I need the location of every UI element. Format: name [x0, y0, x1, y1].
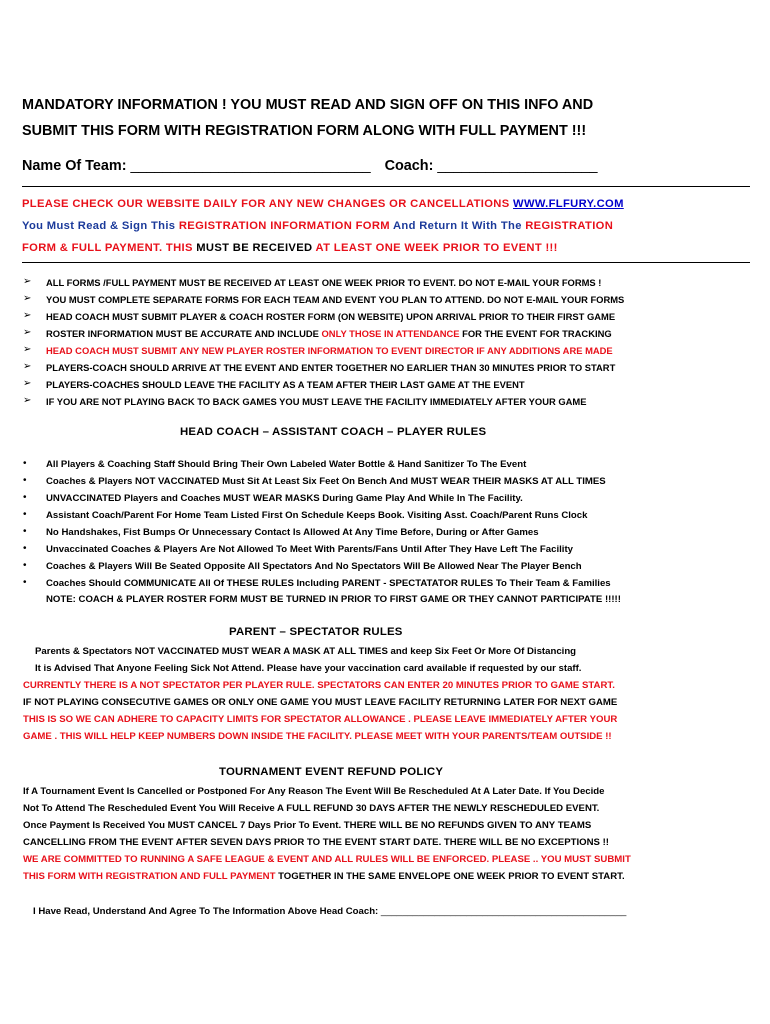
parent-rule-leave: IF NOT PLAYING CONSECUTIVE GAMES OR ONLY ONE GAME YOU MUST LEAVE FACILITY RETURNING LATER FOR NEXT GAME: [23, 697, 618, 708]
top-divider: [22, 186, 750, 187]
list-item: PLAYERS-COACH SHOULD ARRIVE AT THE EVENT AND ENTER TOGETHER NO EARLIER THAN 30 MINUTES PRIOR TO START: [46, 362, 616, 373]
coach-roster-note: NOTE: COACH & PLAYER ROSTER FORM MUST BE TURNED IN PRIOR TO FIRST GAME OR THEY CANNOT PARTICIPATE !!!!!: [46, 594, 621, 605]
refund-line: CANCELLING FROM THE EVENT AFTER SEVEN DAYS PRIOR TO THE EVENT START DATE. THERE WILL BE NO EXCEPTIONS !!: [23, 837, 609, 848]
roster-accuracy-text: ROSTER INFORMATION MUST BE ACCURATE AND INCLUDE: [46, 328, 319, 339]
bullet-icon: •: [23, 543, 27, 554]
list-item: HEAD COACH MUST SUBMIT PLAYER & COACH ROSTER FORM (ON WEBSITE) UPON ARRIVAL PRIOR TO THEIR FIRST GAME: [46, 311, 616, 322]
list-item: Coaches Should COMMUNICATE All Of THESE RULES Including PARENT - SPECTATATOR RULES To Their Team & Families: [46, 578, 611, 589]
arrow-bullet-icon: ➢: [23, 276, 32, 287]
list-item: IF YOU ARE NOT PLAYING BACK TO BACK GAMES YOU MUST LEAVE THE FACILITY IMMEDIATELY AFTER YOUR GAME: [46, 396, 587, 407]
notice-form-payment: FORM & FULL PAYMENT. THIS: [22, 242, 193, 254]
notice-check-website: PLEASE CHECK OUR WEBSITE DAILY FOR ANY NEW CHANGES OR CANCELLATIONS: [22, 198, 510, 210]
bullet-icon: •: [23, 526, 27, 537]
team-name-label: Name Of Team:: [22, 158, 127, 174]
bullet-icon: •: [23, 458, 27, 469]
notice-line-2: [22, 220, 613, 232]
list-item: UNVACCINATED Players and Coaches MUST WEAR MASKS During Game Play And While In The Facility.: [46, 493, 523, 504]
team-name-field[interactable]: [22, 158, 597, 174]
list-item: Coaches & Players NOT VACCINATED Must Sit At Least Six Feet On Bench And MUST WEAR THEIR MASKS AT ALL TIMES: [46, 476, 606, 487]
coach-rules-heading: HEAD COACH – ASSISTANT COACH – PLAYER RULES: [180, 426, 487, 438]
parent-rule-numbers: GAME . THIS WILL HELP KEEP NUMBERS DOWN INSIDE THE FACILITY. PLEASE MEET WITH YOUR PARENTS/TEAM OUTSIDE !!: [23, 731, 612, 742]
parent-rules-heading: PARENT – SPECTATOR RULES: [229, 626, 403, 638]
notice-must-be-received: MUST BE RECEIVED: [196, 242, 313, 254]
refund-line: [23, 871, 625, 882]
bullet-icon: •: [23, 475, 27, 486]
bullet-icon: •: [23, 560, 27, 571]
coach-label: Coach:: [384, 158, 434, 174]
website-link[interactable]: WWW.FLFURY.COM: [513, 198, 624, 210]
bullet-icon: •: [23, 509, 27, 520]
refund-policy-heading: TOURNAMENT EVENT REFUND POLICY: [219, 766, 444, 778]
parent-rule-mask: Parents & Spectators NOT VACCINATED MUST WEAR A MASK AT ALL TIMES and keep Six Feet Or More Of Distancing: [35, 646, 577, 657]
arrow-bullet-icon: ➢: [23, 378, 32, 389]
parent-rule-sick: It is Advised That Anyone Feeling Sick Not Attend. Please have your vaccination card available if requested by our staff.: [35, 663, 582, 674]
signoff-field[interactable]: [33, 906, 626, 917]
list-item: PLAYERS-COACHES SHOULD LEAVE THE FACILITY AS A TEAM AFTER THEIR LAST GAME AT THE EVENT: [46, 379, 525, 390]
list-item: YOU MUST COMPLETE SEPARATE FORMS FOR EACH TEAM AND EVENT YOU PLAN TO ATTEND. DO NOT E-MAIL YOUR FORMS: [46, 294, 625, 305]
notice-divider: [22, 262, 750, 263]
refund-line: Not To Attend The Rescheduled Event You Will Receive A FULL REFUND 30 DAYS AFTER THE NEWLY RESCHEDULED EVENT.: [23, 803, 600, 814]
arrow-bullet-icon: ➢: [23, 293, 32, 304]
bullet-icon: •: [23, 577, 27, 588]
roster-attendance-highlight: ONLY THOSE IN ATTENDANCE: [321, 328, 460, 339]
list-item: [46, 328, 612, 339]
notice-read-sign: You Must Read & Sign This: [22, 220, 176, 232]
arrow-bullet-icon: ➢: [23, 361, 32, 372]
parent-rule-spectator: CURRENTLY THERE IS A NOT SPECTATOR PER PLAYER RULE. SPECTATORS CAN ENTER 20 MINUTES PRIOR TO GAME START.: [23, 680, 615, 691]
signoff-label: I Have Read, Understand And Agree To The Information Above Head Coach:: [33, 906, 379, 917]
list-item: No Handshakes, Fist Bumps Or Unnecessary Contact Is Allowed At Any Time Before, During or After Games: [46, 527, 539, 538]
refund-line: If A Tournament Event Is Cancelled or Postponed For Any Reason The Event Will Be Rescheduled At A Later Date. If You Decide: [23, 786, 605, 797]
list-item: Coaches & Players Will Be Seated Opposite All Spectators And No Spectators Will Be Allowed Near The Player Bench: [46, 561, 582, 572]
arrow-bullet-icon: ➢: [23, 327, 32, 338]
coach-blank[interactable]: ____________________: [437, 158, 598, 174]
notice-line-3: [22, 242, 558, 254]
bullet-icon: •: [23, 492, 27, 503]
list-item: Unvaccinated Coaches & Players Are Not Allowed To Meet With Parents/Fans Until After They Have Left The Facility: [46, 544, 573, 555]
team-name-blank[interactable]: ______________________________: [130, 158, 371, 174]
parent-rule-capacity: THIS IS SO WE CAN ADHERE TO CAPACITY LIMITS FOR SPECTATOR ALLOWANCE . PLEASE LEAVE IMMEDIATELY AFTER YOUR: [23, 714, 618, 725]
notice-line-1: [22, 198, 624, 210]
list-item: Assistant Coach/Parent For Home Team Listed First On Schedule Keeps Book. Visiting Asst. Coach/Parent Runs Clock: [46, 510, 588, 521]
same-envelope-text: TOGETHER IN THE SAME ENVELOPE ONE WEEK PRIOR TO EVENT START.: [278, 871, 625, 882]
form-title-line-1: MANDATORY INFORMATION ! YOU MUST READ AND SIGN OFF ON THIS INFO AND: [22, 97, 594, 113]
submit-form-highlight: THIS FORM WITH REGISTRATION AND FULL PAYMENT: [23, 871, 276, 882]
notice-registration: REGISTRATION: [525, 220, 614, 232]
list-item: All Players & Coaching Staff Should Bring Their Own Labeled Water Bottle & Hand Sanitizer To The Event: [46, 459, 527, 470]
refund-line: Once Payment Is Received You MUST CANCEL 7 Days Prior To Event. THERE WILL BE NO REFUNDS GIVEN TO ANY TEAMS: [23, 820, 592, 831]
arrow-bullet-icon: ➢: [23, 310, 32, 321]
form-title-line-2: SUBMIT THIS FORM WITH REGISTRATION FORM ALONG WITH FULL PAYMENT !!!: [22, 123, 587, 139]
arrow-bullet-icon: ➢: [23, 344, 32, 355]
list-item: HEAD COACH MUST SUBMIT ANY NEW PLAYER ROSTER INFORMATION TO EVENT DIRECTOR IF ANY ADDITIONS ARE MADE: [46, 345, 613, 356]
head-coach-signature-blank[interactable]: ______________________________________________: [380, 906, 627, 917]
arrow-bullet-icon: ➢: [23, 395, 32, 406]
notice-registration-form: REGISTRATION INFORMATION FORM: [178, 220, 390, 232]
notice-return-with: And Return It With The: [392, 220, 522, 232]
list-item: ALL FORMS /FULL PAYMENT MUST BE RECEIVED AT LEAST ONE WEEK PRIOR TO EVENT. DO NOT E-MAIL YOUR FORMS !: [46, 277, 602, 288]
roster-tracking-text: FOR THE EVENT FOR TRACKING: [462, 328, 612, 339]
notice-one-week: AT LEAST ONE WEEK PRIOR TO EVENT !!!: [315, 242, 558, 254]
refund-line: WE ARE COMMITTED TO RUNNING A SAFE LEAGUE & EVENT AND ALL RULES WILL BE ENFORCED. PLEASE .. YOU MUST SUBMIT: [23, 854, 631, 865]
